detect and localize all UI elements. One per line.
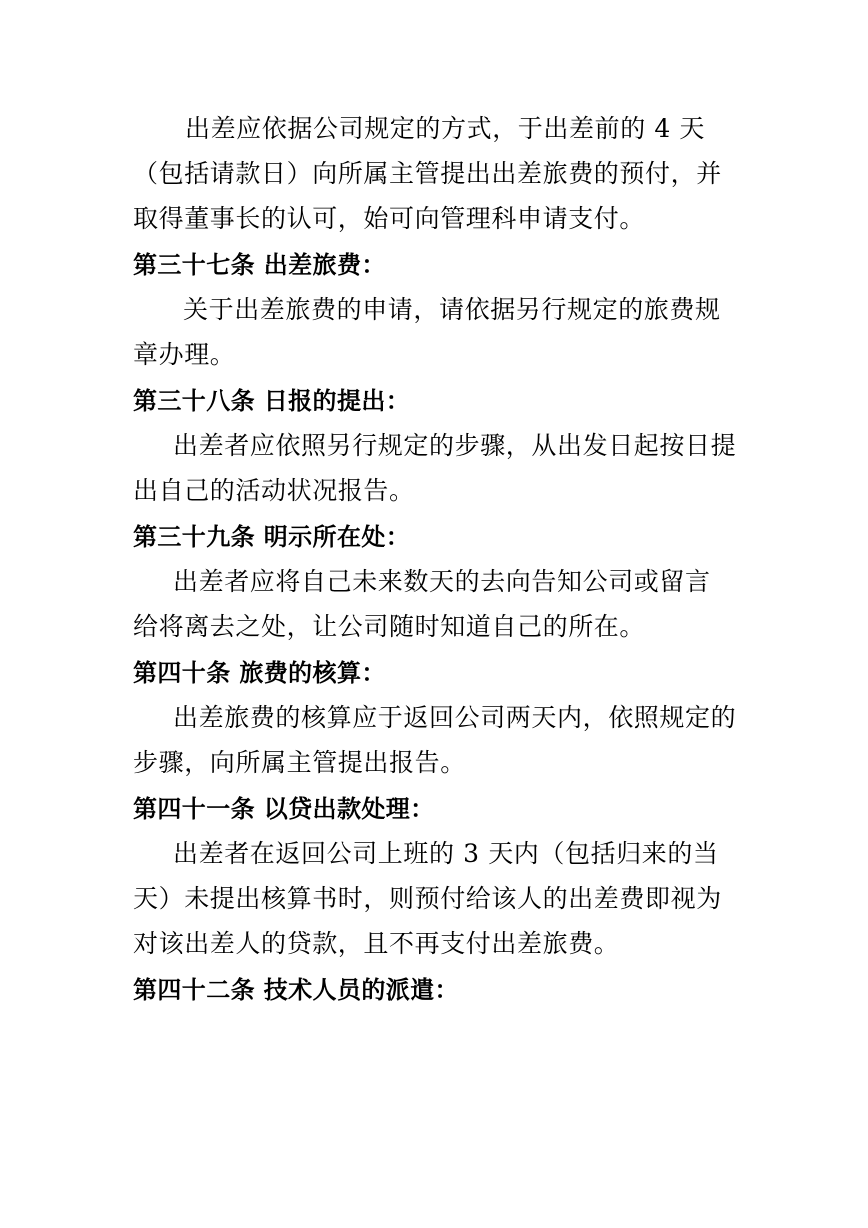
article-37-heading: 第三十七条 出差旅费： bbox=[133, 251, 386, 279]
paragraph-line: 天）未提出核算书时，则预付给该人的出差费即视为 bbox=[133, 884, 722, 913]
paragraph-line: 出差者应将自己未来数天的去向告知公司或留言 bbox=[173, 567, 711, 596]
article-42-heading: 第四十二条 技术人员的派遣： bbox=[133, 976, 459, 1004]
paragraph-line: 章办理。 bbox=[133, 340, 236, 369]
paragraph-line: （包括请款日）向所属主管提出出差旅费的预付，并 bbox=[133, 159, 722, 188]
paragraph-line: 出差者应依照另行规定的步骤，从出发日起按日提 bbox=[173, 431, 737, 460]
article-40-heading: 第四十条 旅费的核算： bbox=[133, 659, 386, 687]
paragraph-line: 出差者在返回公司上班的 3 天内（包括归来的当 bbox=[173, 839, 719, 868]
article-39-heading: 第三十九条 明示所在处： bbox=[133, 523, 411, 551]
paragraph-line: 对该出差人的贷款，且不再支付出差旅费。 bbox=[133, 929, 620, 958]
article-38-heading: 第三十八条 日报的提出： bbox=[133, 387, 411, 415]
paragraph-line: 取得董事长的认可，始可向管理科申请支付。 bbox=[133, 204, 646, 233]
paragraph-line: 步骤，向所属主管提出报告。 bbox=[133, 748, 466, 777]
paragraph-line: 出自己的活动状况报告。 bbox=[133, 476, 415, 505]
paragraph-line: 出差应依据公司规定的方式，于出差前的 4 天 bbox=[185, 114, 706, 143]
paragraph-line: 给将离去之处，让公司随时知道自己的所在。 bbox=[133, 612, 646, 641]
paragraph-line: 出差旅费的核算应于返回公司两天内，依照规定的 bbox=[173, 703, 737, 732]
paragraph-line: 关于出差旅费的申请，请依据另行规定的旅费规 bbox=[183, 295, 721, 324]
article-41-heading: 第四十一条 以贷出款处理： bbox=[133, 795, 435, 823]
